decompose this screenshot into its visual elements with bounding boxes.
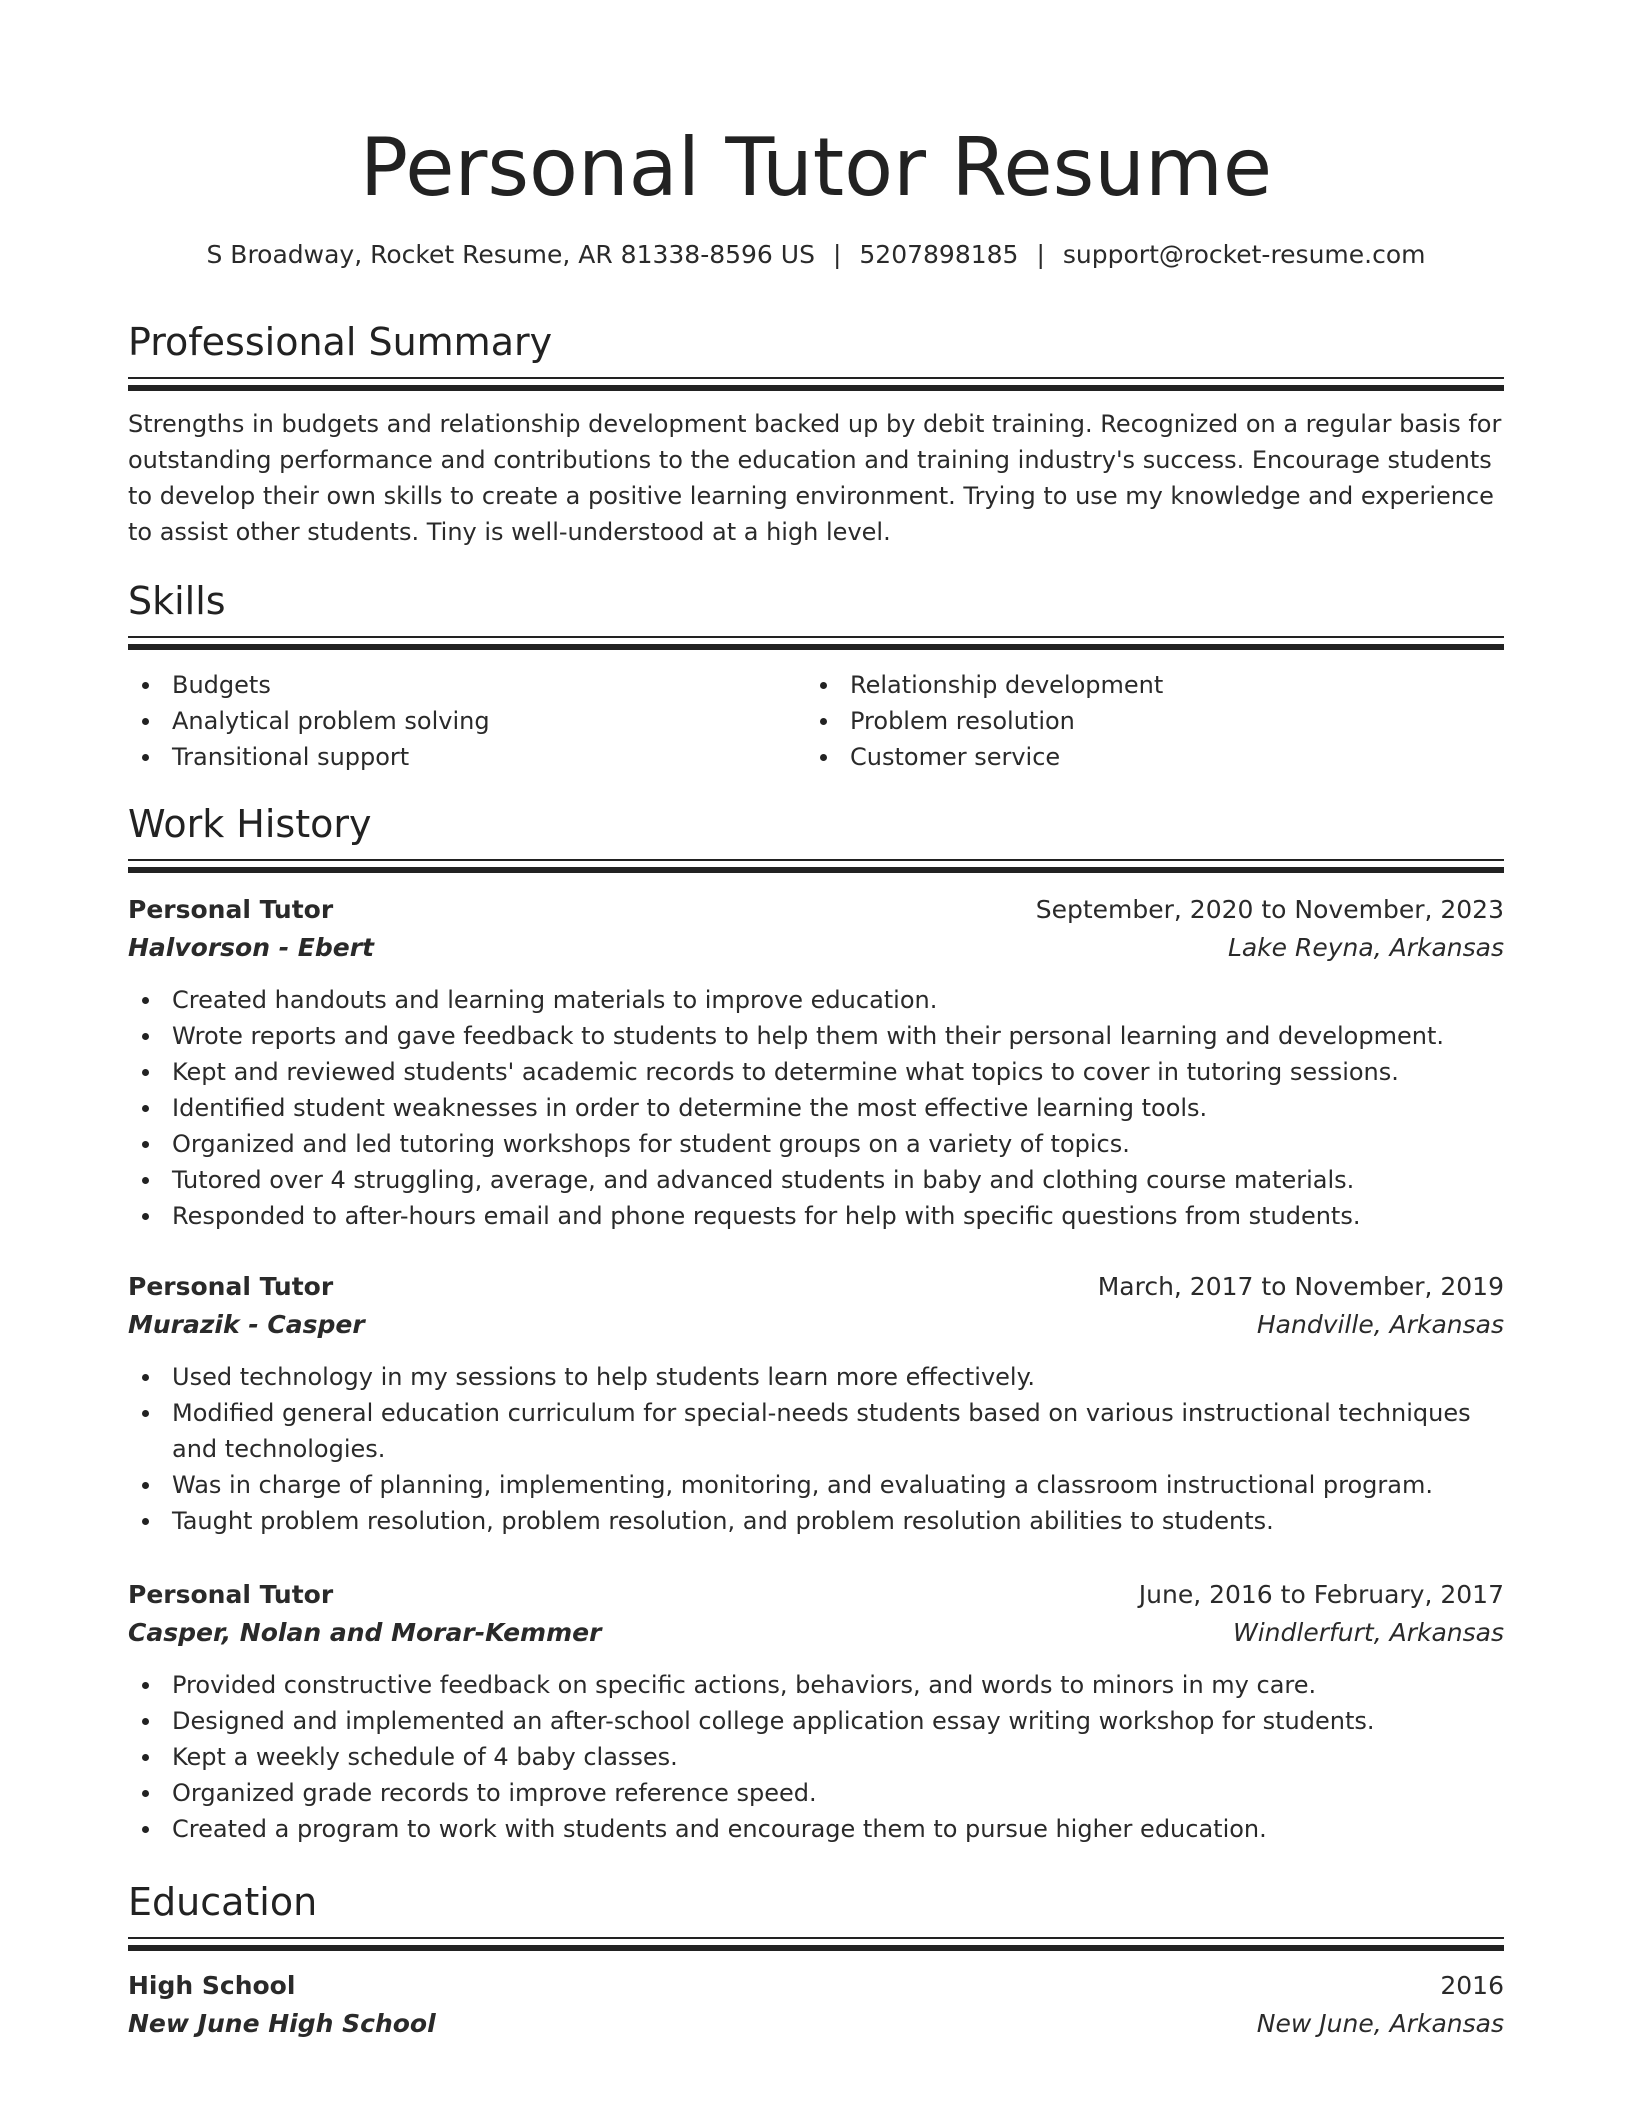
job-bullet: Provided constructive feedback on specific actions, behaviors, and words to minors in my care.	[128, 1667, 1504, 1703]
job-bullet: Responded to after-hours email and phone requests for help with specific questions from students.	[128, 1198, 1504, 1234]
education-entry	[128, 1967, 1504, 2043]
job-dates: March, 2017 to November, 2019	[1097, 1272, 1504, 1301]
skill-item: Analytical problem solving	[128, 703, 806, 739]
section-title-work: Work History	[128, 802, 372, 846]
job-bullet: Kept and reviewed students' academic records to determine what topics to cover in tutoring sessions.	[128, 1054, 1504, 1090]
skills-column-left	[128, 667, 806, 775]
job-dates: September, 2020 to November, 2023	[1035, 895, 1504, 924]
summary-text: Strengths in budgets and relationship development backed up by debit training. Recognized on a regular basis for outstanding performance and contributions to the education and training industry's success. Encourage students to develop their own skills to create a positive learning environment. Trying to use my knowledge and experience to assist other students. Tiny is well-understood at a high level.	[128, 410, 1502, 546]
job-bullet: Identified student weaknesses in order to determine the most effective learning tools.	[128, 1090, 1504, 1126]
section-title-education: Education	[128, 1880, 318, 1924]
section-divider	[128, 1937, 1504, 1951]
job-bullet: Modified general education curriculum for special-needs students based on various instructional techniques and technologies.	[128, 1395, 1504, 1467]
contact-address: S Broadway, Rocket Resume, AR 81338-8596 US	[206, 240, 815, 269]
skill-item: Customer service	[806, 739, 1484, 775]
skill-item: Problem resolution	[806, 703, 1484, 739]
job-bullet: Tutored over 4 struggling, average, and advanced students in baby and clothing course materials.	[128, 1162, 1504, 1198]
job-bullet: Organized grade records to improve reference speed.	[128, 1775, 1504, 1811]
job-subheader-row	[128, 929, 1504, 967]
job-bullet: Wrote reports and gave feedback to students to help them with their personal learning and development.	[128, 1018, 1504, 1054]
job-bullet: Organized and led tutoring workshops for student groups on a variety of topics.	[128, 1126, 1504, 1162]
section-divider	[128, 636, 1504, 650]
education-header-row	[128, 1967, 1504, 2005]
job-header-row	[128, 1268, 1504, 1306]
contact-phone: 5207898185	[859, 240, 1019, 269]
education-subheader-row	[128, 2005, 1504, 2043]
job-dates: June, 2016 to February, 2017	[1138, 1580, 1504, 1609]
job-subheader-row	[128, 1614, 1504, 1652]
contact-separator: |	[832, 240, 842, 269]
section-title-summary: Professional Summary	[128, 320, 553, 364]
job-bullet: Created a program to work with students and encourage them to pursue higher education.	[128, 1811, 1504, 1847]
job-company: Casper, Nolan and Morar-Kemmer	[128, 1618, 602, 1647]
job-bullet: Taught problem resolution, problem resolution, and problem resolution abilities to students.	[128, 1503, 1504, 1539]
job-bullet: Used technology in my sessions to help students learn more effectively.	[128, 1359, 1504, 1395]
job-bullet: Designed and implemented an after-school college application essay writing workshop for students.	[128, 1703, 1504, 1739]
resume-title: Personal Tutor Resume	[359, 121, 1273, 214]
job-bullet: Was in charge of planning, implementing, monitoring, and evaluating a classroom instructional program.	[128, 1467, 1504, 1503]
job-entry	[128, 891, 1504, 1234]
education-year: 2016	[1440, 1971, 1504, 2000]
job-bullets	[128, 1667, 1504, 1847]
job-location: Lake Reyna, Arkansas	[1227, 933, 1504, 962]
job-location: Windlerfurt, Arkansas	[1233, 1618, 1504, 1647]
education-school: New June High School	[128, 2009, 436, 2038]
skill-item: Transitional support	[128, 739, 806, 775]
education-degree: High School	[128, 1971, 296, 2000]
job-company: Halvorson - Ebert	[128, 933, 375, 962]
job-company: Murazik - Casper	[128, 1310, 365, 1339]
job-bullet: Created handouts and learning materials to improve education.	[128, 982, 1504, 1018]
job-header-row	[128, 1576, 1504, 1614]
skill-item: Relationship development	[806, 667, 1484, 703]
job-bullet: Kept a weekly schedule of 4 baby classes.	[128, 1739, 1504, 1775]
section-divider	[128, 377, 1504, 391]
job-location: Handville, Arkansas	[1256, 1310, 1504, 1339]
job-subheader-row	[128, 1306, 1504, 1344]
contact-email[interactable]: support@rocket-resume.com	[1062, 240, 1426, 269]
job-bullets	[128, 982, 1504, 1234]
job-title: Personal Tutor	[128, 1272, 334, 1301]
skill-item: Budgets	[128, 667, 806, 703]
job-entry	[128, 1268, 1504, 1539]
job-title: Personal Tutor	[128, 1580, 334, 1609]
job-header-row	[128, 891, 1504, 929]
job-title: Personal Tutor	[128, 895, 334, 924]
education-location: New June, Arkansas	[1256, 2009, 1504, 2038]
contact-separator: |	[1036, 240, 1045, 269]
section-divider	[128, 859, 1504, 873]
skills-column-right	[806, 667, 1484, 775]
job-bullets	[128, 1359, 1504, 1539]
section-title-skills: Skills	[128, 579, 226, 623]
skills-list	[128, 667, 1504, 775]
job-entry	[128, 1576, 1504, 1847]
contact-line	[128, 237, 1504, 273]
